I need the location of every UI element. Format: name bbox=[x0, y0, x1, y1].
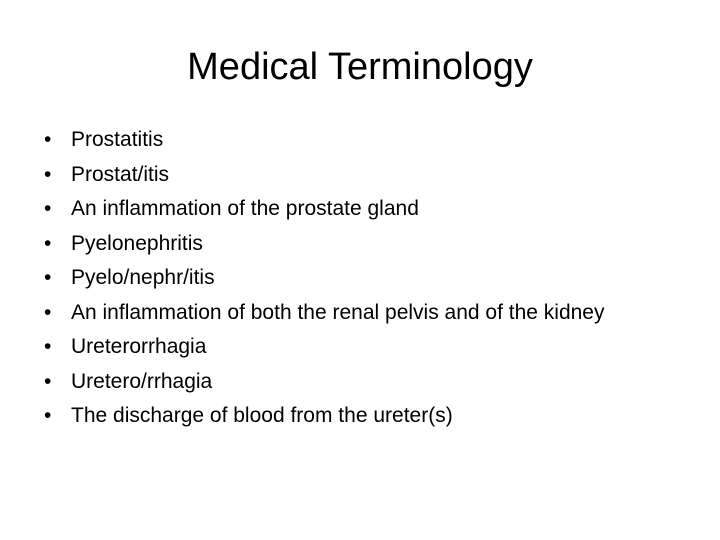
bullet-list bbox=[44, 126, 664, 437]
bullet-text: Ureterorrhagia bbox=[71, 335, 207, 358]
list-item bbox=[44, 264, 664, 291]
bullet-text: Prostatitis bbox=[71, 128, 164, 151]
bullet-icon: • bbox=[44, 266, 52, 289]
bullet-icon: • bbox=[44, 300, 52, 324]
list-item bbox=[44, 333, 664, 360]
bullet-text: Pyelo/nephr/itis bbox=[71, 266, 215, 289]
list-item bbox=[44, 195, 664, 222]
bullet-text: The discharge of blood from the ureter(s) bbox=[71, 404, 453, 427]
bullet-icon: • bbox=[44, 335, 52, 358]
bullet-icon: • bbox=[44, 404, 52, 427]
list-item bbox=[44, 368, 664, 395]
list-item bbox=[44, 126, 664, 153]
bullet-icon: • bbox=[44, 128, 52, 151]
list-item bbox=[44, 402, 664, 429]
list-item bbox=[44, 230, 664, 257]
bullet-text: An inflammation of the prostate gland bbox=[71, 197, 419, 220]
bullet-icon: • bbox=[44, 162, 52, 186]
list-item bbox=[44, 161, 664, 188]
bullet-icon: • bbox=[44, 231, 52, 255]
bullet-text: Uretero/rrhagia bbox=[71, 369, 213, 393]
list-item bbox=[44, 299, 664, 326]
bullet-icon: • bbox=[44, 369, 52, 393]
bullet-text: An inflammation of both the renal pelvis and of the kidney bbox=[71, 300, 605, 324]
slide-title: Medical Terminology bbox=[187, 46, 533, 88]
bullet-text: Pyelonephritis bbox=[71, 231, 203, 255]
bullet-text: Prostat/itis bbox=[71, 162, 170, 186]
bullet-icon: • bbox=[44, 197, 52, 220]
